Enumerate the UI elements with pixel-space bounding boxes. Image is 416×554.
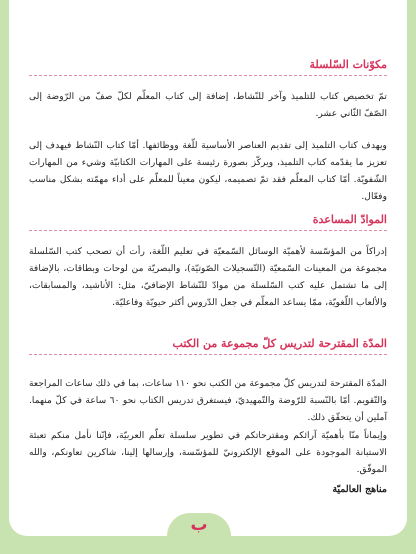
- heading-divider: [29, 230, 387, 231]
- paragraph-duration-2: وإيماناً منّا بأهميّة آرائكم ومقترحاتكم في تطوير سلسلة تعلّم العربيّة، فإنّنا نأمل منكم تعبئة الاستبانة الموجودة على الموقع الإلكترونيّ للمؤسّسة، وإرسالها إلينا، شاكرين تعاونكم، والله الموفّق.: [29, 430, 387, 475]
- paragraph-materials: إدراكاً من المؤسّسة لأهميّة الوسائل السّمعيّة في تعليم اللّغة، رأت أن تصحب كتب السّلسلة مجموعة من المعينات السّمعيّة (التّسجيلات الصّوتيّة)، والبصريّة من لوحات وبطاقات، بالإضافة إلى ما تشتمل عليه كتب السّلسلة من موادّ للنّشاط الإضافيّ، مثل: الأناشيد، والمسابقات، والألعاب اللّغويّة، ممّا يساعد المعلّم في جعل الدّروس أكثر حيويّة وفاعليّة.: [29, 246, 387, 308]
- section-heading-components: مكوّنات السّلسلة: [309, 58, 387, 71]
- heading-divider: [29, 75, 387, 76]
- page-number: ب: [190, 514, 208, 535]
- document-page: [9, 0, 407, 536]
- section-heading-materials: الموادّ المساعدة: [312, 213, 387, 226]
- paragraph-duration-1: المدّة المقترحة لتدريس كلّ مجموعة من الكتب نحو ١١٠ ساعات، بما في ذلك ساعات المراجعة والتّقويم. أمّا بالنّسبة للرّوضة والتّمهيديّ، فيستغرق تدريس الكتاب نحو ٦٠ ساعة في كلّ منهما. آملين أن يتحقّق ذلك.: [29, 378, 387, 423]
- paragraph-components-2: ويهدف كتاب التلميذ إلى تقديم العناصر الأساسية للّغة ووظائفها. أمّا كتاب النّشاط فيهدف إلى تعزيز ما يقدّمه كتاب التلميذ، ويركّز بصورة رئيسة على المهارات الكتابيّة وشيء من المهارات الشّفويّة. أمّا كتاب المعلّم فقد تمّ تصميمه، ليكون معيناً للمعلّم على أداء مهمّته بشكل مناسب وفعّال.: [29, 140, 387, 202]
- paragraph-components-1: تمّ تخصيص كتاب للتلميذ وآخر للنّشاط، إضافة إلى كتاب المعلّم لكلّ صفّ من الرّوضة إلى الصّفّ الثّاني عشر.: [29, 91, 387, 119]
- heading-divider: [29, 354, 387, 355]
- signature: مناهج العالميّة: [332, 484, 387, 495]
- section-heading-duration: المدّة المقترحة لتدريس كلّ مجموعة من الكتب: [172, 337, 387, 350]
- page-number-tab: [167, 513, 231, 536]
